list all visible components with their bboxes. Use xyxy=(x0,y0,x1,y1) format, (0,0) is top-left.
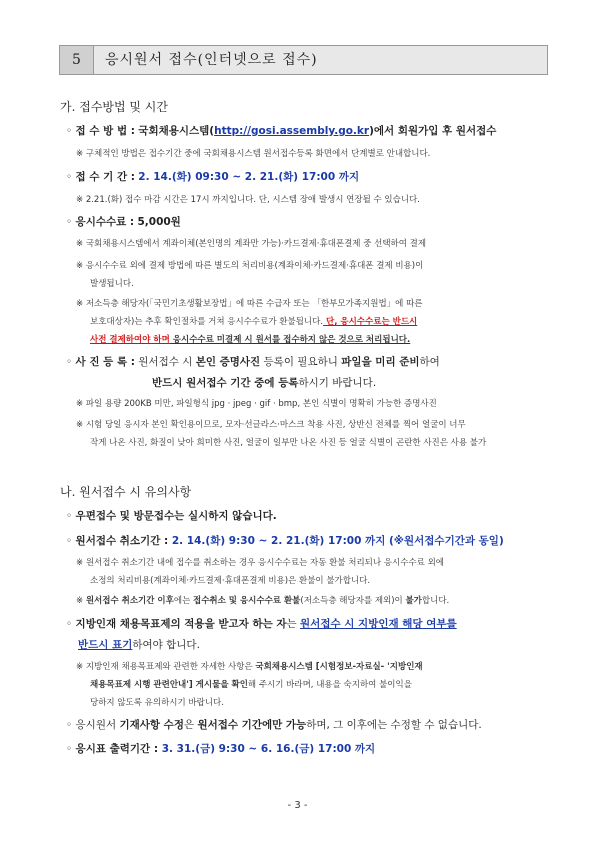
local-talent-text: 는 xyxy=(286,618,301,630)
note-mark: ※ xyxy=(76,596,86,606)
note-text: 에는 xyxy=(173,596,193,606)
photo-line-2 xyxy=(152,376,376,390)
note-emph: 채용목표제 시행 관련안내'] 게시물을 확인 xyxy=(90,680,248,690)
photo-line xyxy=(66,355,440,369)
method-label: 접 수 방 법 : xyxy=(75,125,135,137)
photo-label: 사 진 등 록 : xyxy=(75,356,135,368)
item2-line xyxy=(66,534,504,548)
cancel-note-1: ※ 원서접수 취소기간 내에 접수를 취소하는 경우 응시수수료는 자동 환불 처리되나 응시수수료 외에 xyxy=(76,558,444,568)
method-line xyxy=(66,124,496,138)
no-mail-notice: 우편접수 및 방문접수는 실시하지 않습니다. xyxy=(75,510,277,522)
local-talent-mark: 원서접수 시 지방인재 해당 여부를 xyxy=(300,618,457,630)
bullet: ◦ xyxy=(66,125,73,137)
fee-label: 응시수수료 : xyxy=(75,216,135,228)
local-talent-mark: 반드시 표기 xyxy=(78,639,133,651)
note-text: ※ 지방인재 채용목표제와 관련한 자세한 사항은 xyxy=(76,662,256,672)
cancel-note-1-cont: 소정의 처리비용(계좌이체·카드결제·휴대폰결제 비용)은 환불이 불가합니다. xyxy=(90,576,371,586)
bullet: ◦ xyxy=(66,356,73,368)
photo-note-2-cont: 작게 나온 사진, 화질이 낮아 희미한 사진, 얼굴이 일부만 나온 사진 등 얼굴 식별이 곤란한 사진은 사용 불가 xyxy=(90,438,487,448)
bullet: ◦ xyxy=(66,719,73,731)
period-value: 2. 14.(화) 09:30 ~ 2. 21.(화) 17:00 까지 xyxy=(138,171,360,183)
period-label: 접 수 기 간 : xyxy=(75,171,135,183)
edit-emph: 원서접수 기간에만 가능 xyxy=(197,719,307,731)
bullet: ◦ xyxy=(66,743,73,755)
local-note-2 xyxy=(90,679,412,691)
bullet: ◦ xyxy=(66,216,73,228)
item5-line xyxy=(66,742,375,756)
system-url-link[interactable]: http://gosi.assembly.go.kr xyxy=(214,125,370,137)
section-title: 응시원서 접수(인터넷으로 접수) xyxy=(105,52,318,68)
cancel-label: 원서접수 취소기간 : xyxy=(75,535,169,547)
note-text: 해 주시기 바라며, 내용을 숙지하여 불이익을 xyxy=(247,680,412,690)
refund-text: 보호대상자)는 추후 확인절차를 거쳐 응시수수료가 환불됩니다. xyxy=(90,317,324,327)
bullet: ◦ xyxy=(66,618,73,630)
edit-emph: 기재사항 수정 xyxy=(119,719,184,731)
bullet: ◦ xyxy=(66,510,73,522)
fee-note-1: ※ 국회채용시스템에서 계좌이체(본인명의 계좌만 가능)·카드결제·휴대폰결제 중 선택하여 결제 xyxy=(76,239,427,249)
fee-note-2-cont: 발생됩니다. xyxy=(90,279,134,289)
ticket-label: 응시표 출력기간 : xyxy=(75,743,159,755)
cancel-note-2 xyxy=(76,595,449,607)
local-talent-text: 하여야 합니다. xyxy=(132,639,200,651)
local-note-1 xyxy=(76,661,423,673)
edit-text: 응시원서 xyxy=(72,719,120,731)
period-note: ※ 2.21.(화) 접수 마감 시간은 17시 까지입니다. 단, 시스템 장애 발생시 연장될 수 있습니다. xyxy=(76,195,420,205)
prepay-warning: 사전 결제하여야 하며 xyxy=(90,335,170,345)
photo-emph: 반드시 원서접수 기간 중에 등록 xyxy=(152,377,299,389)
refund-warning: 단, 응시수수료는 반드시 xyxy=(323,317,418,327)
bullet: ◦ xyxy=(66,535,73,547)
photo-text: 원서접수 시 xyxy=(134,356,196,368)
photo-note-1: ※ 파일 용량 200KB 미만, 파일형식 jpg · jpeg · gif · bmp, 본인 식별이 명확히 가능한 증명사진 xyxy=(76,399,437,409)
item3-line xyxy=(66,617,457,631)
system-name: 국회채용시스템( xyxy=(138,125,215,137)
fee-note-3-cont2 xyxy=(90,334,410,346)
local-talent-emph: 지방인재 채용목표제의 적용을 받고자 하는 자 xyxy=(75,618,287,630)
subsection-heading-na: 나. 원서접수 시 유의사항 xyxy=(60,485,192,499)
fee-note-3: ※ 저소득층 해당자(「국민기초생활보장법」에 따른 수급자 또는 「한부모가족지원법」에 따른 xyxy=(76,299,423,309)
fee-value: 5,000원 xyxy=(137,216,181,228)
method-note: ※ 구체적인 방법은 접수기간 중에 국회채용시스템 원서접수등록 화면에서 단계별로 안내합니다. xyxy=(76,149,431,159)
period-line xyxy=(66,170,359,184)
note-emph: 국회채용시스템 [시험정보-자료실- '지방인재 xyxy=(255,662,423,672)
section-header xyxy=(59,45,548,75)
photo-emph: 파일을 미리 준비 xyxy=(341,356,420,368)
note-emph: 불가 xyxy=(405,596,422,606)
photo-text: 하여 xyxy=(419,356,440,368)
fee-note-3-cont xyxy=(90,316,417,328)
photo-note-2: ※ 시험 당일 응시자 본인 확인용이므로, 모자·선글라스·마스크 착용 사진, 상반신 전체를 찍어 얼굴이 너무 xyxy=(76,420,466,430)
note-emph: 접수취소 및 응시수수료 환불 xyxy=(192,596,301,606)
item3-line-2 xyxy=(78,638,200,652)
photo-emph: 본인 증명사진 xyxy=(195,356,261,368)
edit-text: 하며, 그 이후에는 수정할 수 없습니다. xyxy=(306,719,482,731)
note-emph: 원서접수 취소기간 이후 xyxy=(85,596,174,606)
cancel-period: 2. 14.(화) 9:30 ~ 2. 21.(화) 17:00 까지 xyxy=(168,535,386,547)
item1-line xyxy=(66,509,277,523)
note-text: 합니다. xyxy=(421,596,450,606)
section-number: 5 xyxy=(60,46,94,74)
ticket-period: 3. 31.(금) 9:30 ~ 6. 16.(금) 17:00 까지 xyxy=(158,743,376,755)
cancel-extra: (※원서접수기간과 동일) xyxy=(385,535,504,547)
subsection-heading-ga: 가. 접수방법 및 시간 xyxy=(60,100,168,114)
fee-line xyxy=(66,215,181,229)
fee-note-2: ※ 응시수수료 외에 결제 방법에 따른 별도의 처리비용(계좌이체·카드결제·휴대폰 결제 비용)이 xyxy=(76,261,424,271)
page-number: - 3 - xyxy=(287,800,308,811)
photo-text: 하시기 바랍니다. xyxy=(298,377,377,389)
bullet: ◦ xyxy=(66,171,73,183)
local-note-3: 당하지 않도록 유의하시기 바랍니다. xyxy=(90,698,224,708)
item4-line xyxy=(66,718,482,732)
method-tail: )에서 회원가입 후 원서접수 xyxy=(369,125,497,137)
photo-text: 등록이 필요하니 xyxy=(260,356,342,368)
unpaid-warning: 응시수수료 미결제 시 원서를 접수하지 않은 것으로 처리됩니다. xyxy=(169,335,411,345)
edit-text: 은 xyxy=(183,719,198,731)
note-text: (저소득층 해당자를 제외)이 xyxy=(300,596,406,606)
